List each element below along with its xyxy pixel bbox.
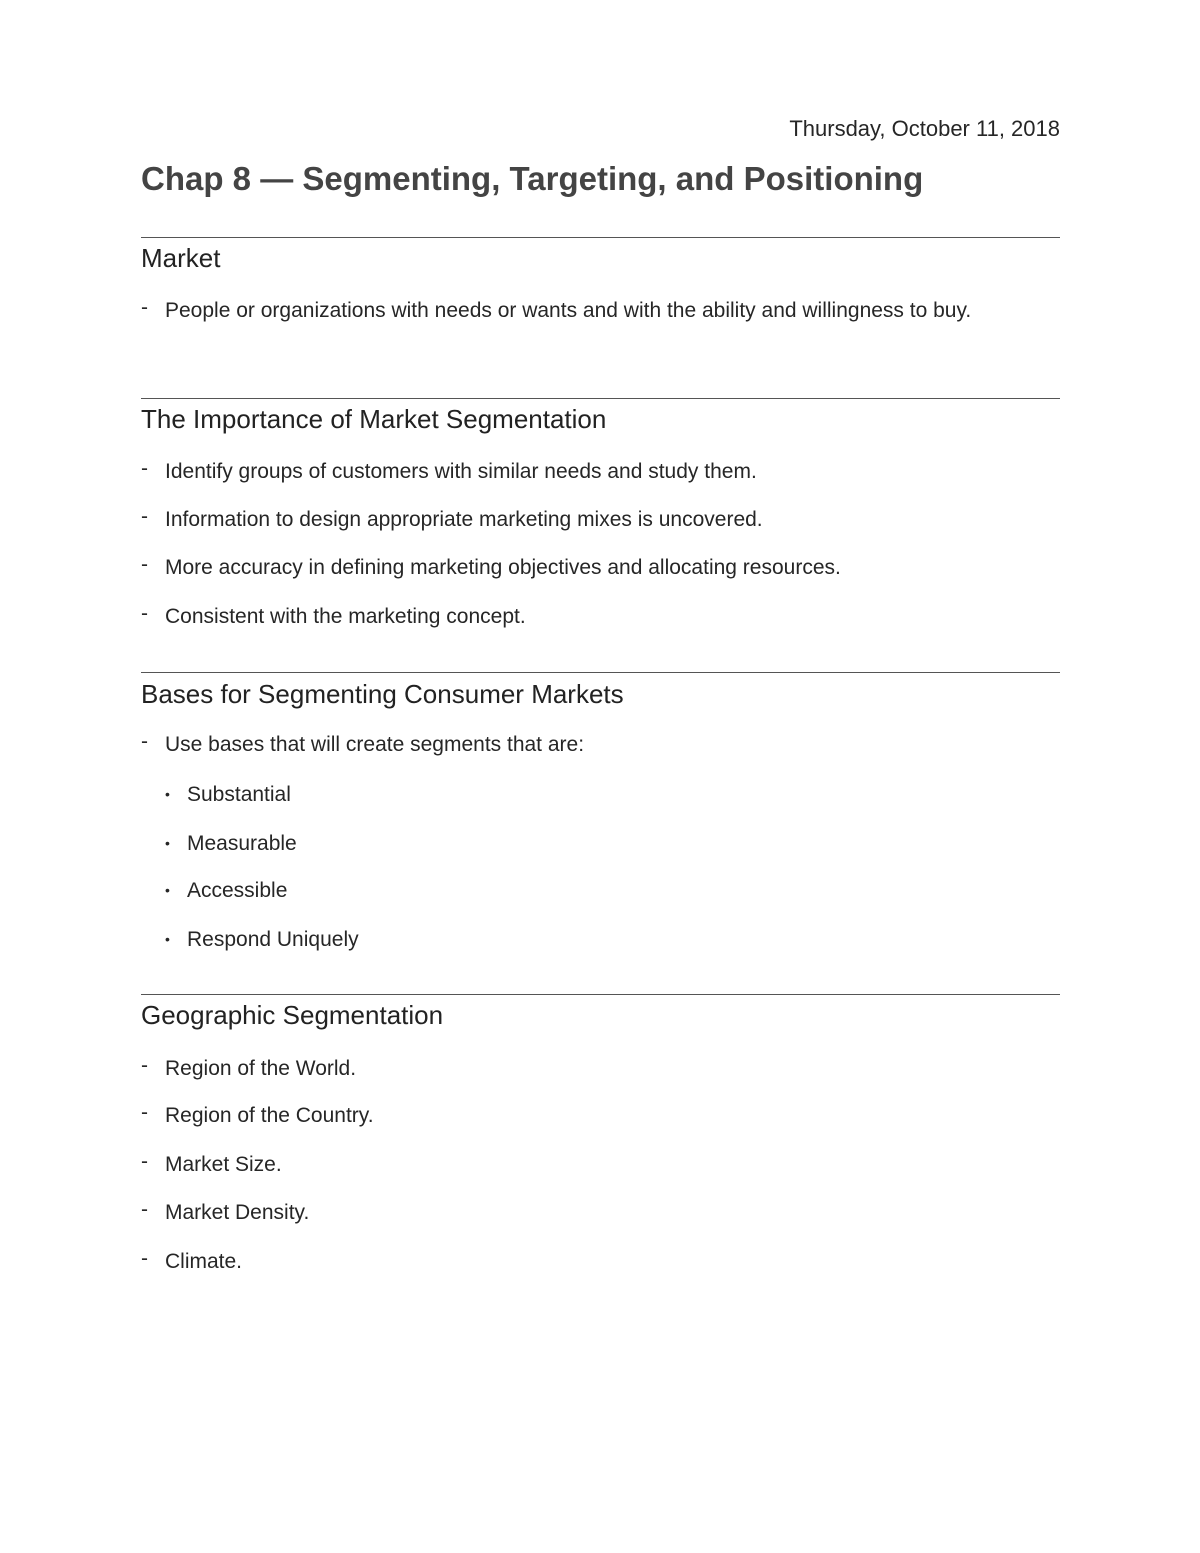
list-item [141, 1100, 1060, 1132]
sub-list-item-text: Respond Uniquely [187, 928, 359, 951]
section-divider [141, 237, 1060, 238]
list-item-text: Climate. [165, 1250, 243, 1273]
dot-bullet: • [165, 882, 170, 898]
list-item-text: Region of the Country. [165, 1104, 374, 1127]
list-item-text: Identify groups of customers with similar needs and study them. [165, 460, 757, 483]
list-item [141, 1149, 1060, 1181]
section-heading-bases: Bases for Segmenting Consumer Markets [141, 679, 624, 709]
document-date: Thursday, October 11, 2018 [789, 116, 1060, 141]
dash-bullet: - [141, 457, 148, 480]
section-divider [141, 672, 1060, 673]
dot-bullet: • [165, 786, 170, 802]
list-item [141, 729, 1060, 761]
section-heading-market: Market [141, 243, 221, 273]
section-divider [141, 398, 1060, 399]
list-item [141, 601, 1060, 633]
list-item [141, 1246, 1060, 1278]
dash-bullet: - [141, 1198, 148, 1221]
list-item-text: Consistent with the marketing concept. [165, 605, 526, 628]
list-item-text: Region of the World. [165, 1057, 357, 1080]
sub-list-item-text: Substantial [187, 783, 291, 806]
section-divider [141, 994, 1060, 995]
list-item-text: Information to design appropriate marketing mixes is uncovered. [165, 508, 763, 531]
list-item [141, 504, 1060, 536]
dash-bullet: - [141, 730, 148, 753]
sub-list-item-text: Accessible [187, 879, 288, 902]
dash-bullet: - [141, 1101, 148, 1124]
list-item-text: Market Density. [165, 1201, 310, 1224]
dash-bullet: - [141, 553, 148, 576]
section-heading-geographic: Geographic Segmentation [141, 1000, 444, 1030]
dot-bullet: • [165, 931, 170, 947]
dash-bullet: - [141, 1247, 148, 1270]
sub-list-item [165, 827, 297, 860]
sub-list-item [165, 778, 291, 811]
sub-list-item-text: Measurable [187, 832, 297, 855]
sub-list-item [165, 923, 359, 956]
list-item-text: People or organizations with needs or wants and with the ability and willingness to buy. [165, 299, 972, 322]
dash-bullet: - [141, 1054, 148, 1077]
list-item [141, 1053, 1060, 1085]
dot-bullet: • [165, 835, 170, 851]
list-item [141, 295, 1060, 327]
list-item [141, 456, 1060, 488]
list-item [141, 552, 1060, 584]
list-item-text: More accuracy in defining marketing objectives and allocating resources. [165, 556, 841, 579]
document-title: Chap 8 — Segmenting, Targeting, and Positioning [141, 160, 924, 197]
dash-bullet: - [141, 1150, 148, 1173]
dash-bullet: - [141, 602, 148, 625]
list-item-text: Market Size. [165, 1153, 282, 1176]
sub-list-item [165, 874, 287, 907]
dash-bullet: - [141, 505, 148, 528]
section-heading-importance: The Importance of Market Segmentation [141, 404, 607, 434]
list-item [141, 1197, 1060, 1229]
list-item-text: Use bases that will create segments that are: [165, 733, 585, 756]
dash-bullet: - [141, 296, 148, 319]
